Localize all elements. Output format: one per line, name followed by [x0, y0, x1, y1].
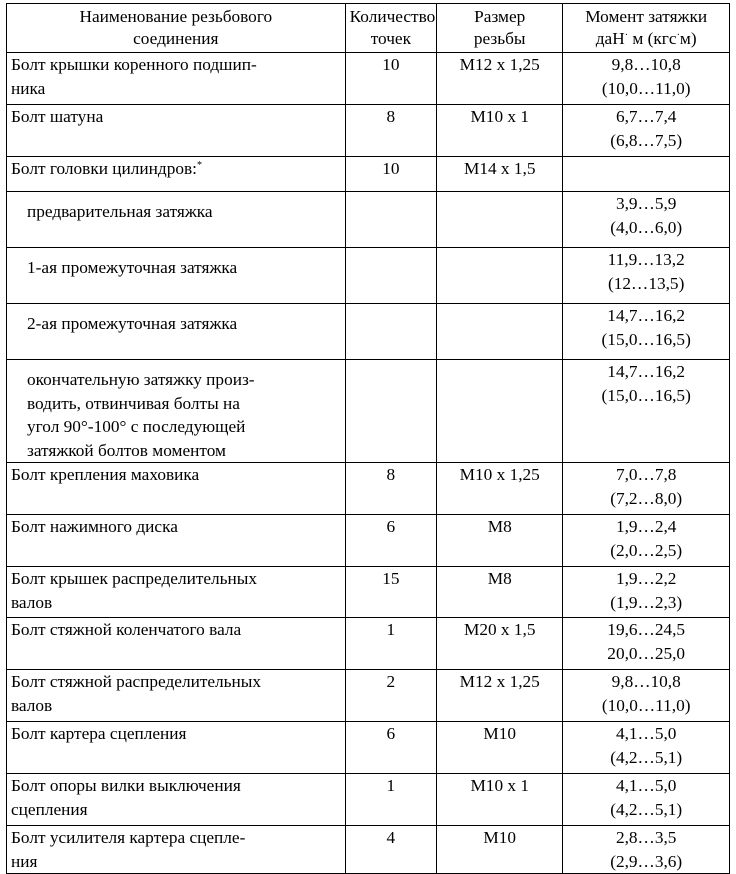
cell-torque: 19,6…24,5 20,0…25,0	[563, 618, 730, 670]
cell-connection-name: окончательную затяжку произ- водить, отвинчивая болты на угол 90°-100° с последующей затяжкой болтов моментом	[7, 360, 346, 463]
cell-torque: 6,7…7,4 (6,8…7,5)	[563, 105, 730, 157]
cell-points-count	[345, 192, 436, 248]
table-row	[7, 670, 730, 722]
table-row	[7, 826, 730, 874]
cell-torque: 1,9…2,2 (1,9…2,3)	[563, 567, 730, 618]
cell-connection-name: Болт стяжной распределительных валов	[7, 670, 346, 722]
cell-connection-name: Болт стяжной коленчатого вала	[7, 618, 346, 670]
torque-table-page	[6, 3, 730, 874]
cell-points-count: 8	[345, 105, 436, 157]
cell-connection-name: Болт крышки коренного подшип- ника	[7, 53, 346, 105]
cell-torque: 11,9…13,2 (12…13,5)	[563, 248, 730, 304]
cell-points-count	[345, 360, 436, 463]
cell-thread-size: М8	[437, 515, 563, 567]
cell-points-count: 8	[345, 463, 436, 515]
table-row	[7, 567, 730, 618]
table-row	[7, 774, 730, 826]
table-row	[7, 53, 730, 105]
cell-torque: 14,7…16,2 (15,0…16,5)	[563, 304, 730, 360]
table-row	[7, 157, 730, 192]
cell-thread-size: М8	[437, 567, 563, 618]
cell-torque: 4,1…5,0 (4,2…5,1)	[563, 774, 730, 826]
cell-connection-name: Болт опоры вилки выключения сцепления	[7, 774, 346, 826]
header-connection-name: Наименование резьбового соединения	[7, 4, 346, 53]
table-row	[7, 463, 730, 515]
cell-torque: 9,8…10,8 (10,0…11,0)	[563, 670, 730, 722]
table-row	[7, 304, 730, 360]
torque-table	[6, 3, 730, 874]
cell-torque: 1,9…2,4 (2,0…2,5)	[563, 515, 730, 567]
cell-torque: 2,8…3,5 (2,9…3,6)	[563, 826, 730, 874]
cell-points-count: 10	[345, 53, 436, 105]
cell-connection-name: Болт шатуна	[7, 105, 346, 157]
cell-thread-size: М20 х 1,5	[437, 618, 563, 670]
cell-torque: 14,7…16,2 (15,0…16,5)	[563, 360, 730, 463]
cell-points-count	[345, 248, 436, 304]
cell-thread-size: М10 х 1,25	[437, 463, 563, 515]
cell-connection-name: Болт картера сцепления	[7, 722, 346, 774]
cell-points-count: 6	[345, 515, 436, 567]
table-row	[7, 722, 730, 774]
cell-torque: 7,0…7,8 (7,2…8,0)	[563, 463, 730, 515]
cell-points-count: 2	[345, 670, 436, 722]
cell-thread-size	[437, 192, 563, 248]
cell-points-count: 6	[345, 722, 436, 774]
cell-torque	[563, 157, 730, 192]
cell-torque: 4,1…5,0 (4,2…5,1)	[563, 722, 730, 774]
table-row	[7, 618, 730, 670]
cell-points-count: 10	[345, 157, 436, 192]
cell-thread-size: М12 х 1,25	[437, 670, 563, 722]
cell-torque: 9,8…10,8 (10,0…11,0)	[563, 53, 730, 105]
cell-points-count	[345, 304, 436, 360]
cell-connection-name: 1-ая промежуточная затяжка	[7, 248, 346, 304]
cell-connection-name: Болт усилителя картера сцепле- ния	[7, 826, 346, 874]
table-row	[7, 248, 730, 304]
cell-torque: 3,9…5,9 (4,0…6,0)	[563, 192, 730, 248]
table-row	[7, 515, 730, 567]
cell-thread-size	[437, 304, 563, 360]
cell-connection-name: Болт головки цилиндров:*	[7, 157, 346, 192]
cell-thread-size: М12 х 1,25	[437, 53, 563, 105]
cell-connection-name: 2-ая промежуточная затяжка	[7, 304, 346, 360]
cell-thread-size: М10 х 1	[437, 774, 563, 826]
cell-thread-size	[437, 360, 563, 463]
cell-points-count: 15	[345, 567, 436, 618]
cell-thread-size: М10	[437, 826, 563, 874]
cell-thread-size	[437, 248, 563, 304]
cropped-caption	[6, 0, 730, 3]
cell-connection-name: Болт крепления маховика	[7, 463, 346, 515]
table-row	[7, 360, 730, 463]
table-row	[7, 192, 730, 248]
cell-connection-name: Болт крышек распределительных валов	[7, 567, 346, 618]
cell-thread-size: М10 х 1	[437, 105, 563, 157]
table-row	[7, 105, 730, 157]
cell-thread-size: М14 х 1,5	[437, 157, 563, 192]
header-points-count: Количество точек	[345, 4, 436, 53]
cell-points-count: 1	[345, 774, 436, 826]
cell-thread-size: М10	[437, 722, 563, 774]
table-header-row	[7, 4, 730, 53]
cell-connection-name: Болт нажимного диска	[7, 515, 346, 567]
header-torque: Момент затяжки даН· м (кгс·м)	[563, 4, 730, 53]
cell-points-count: 1	[345, 618, 436, 670]
table-body	[7, 53, 730, 874]
cell-connection-name: предварительная затяжка	[7, 192, 346, 248]
header-thread-size: Размер резьбы	[437, 4, 563, 53]
cell-points-count: 4	[345, 826, 436, 874]
